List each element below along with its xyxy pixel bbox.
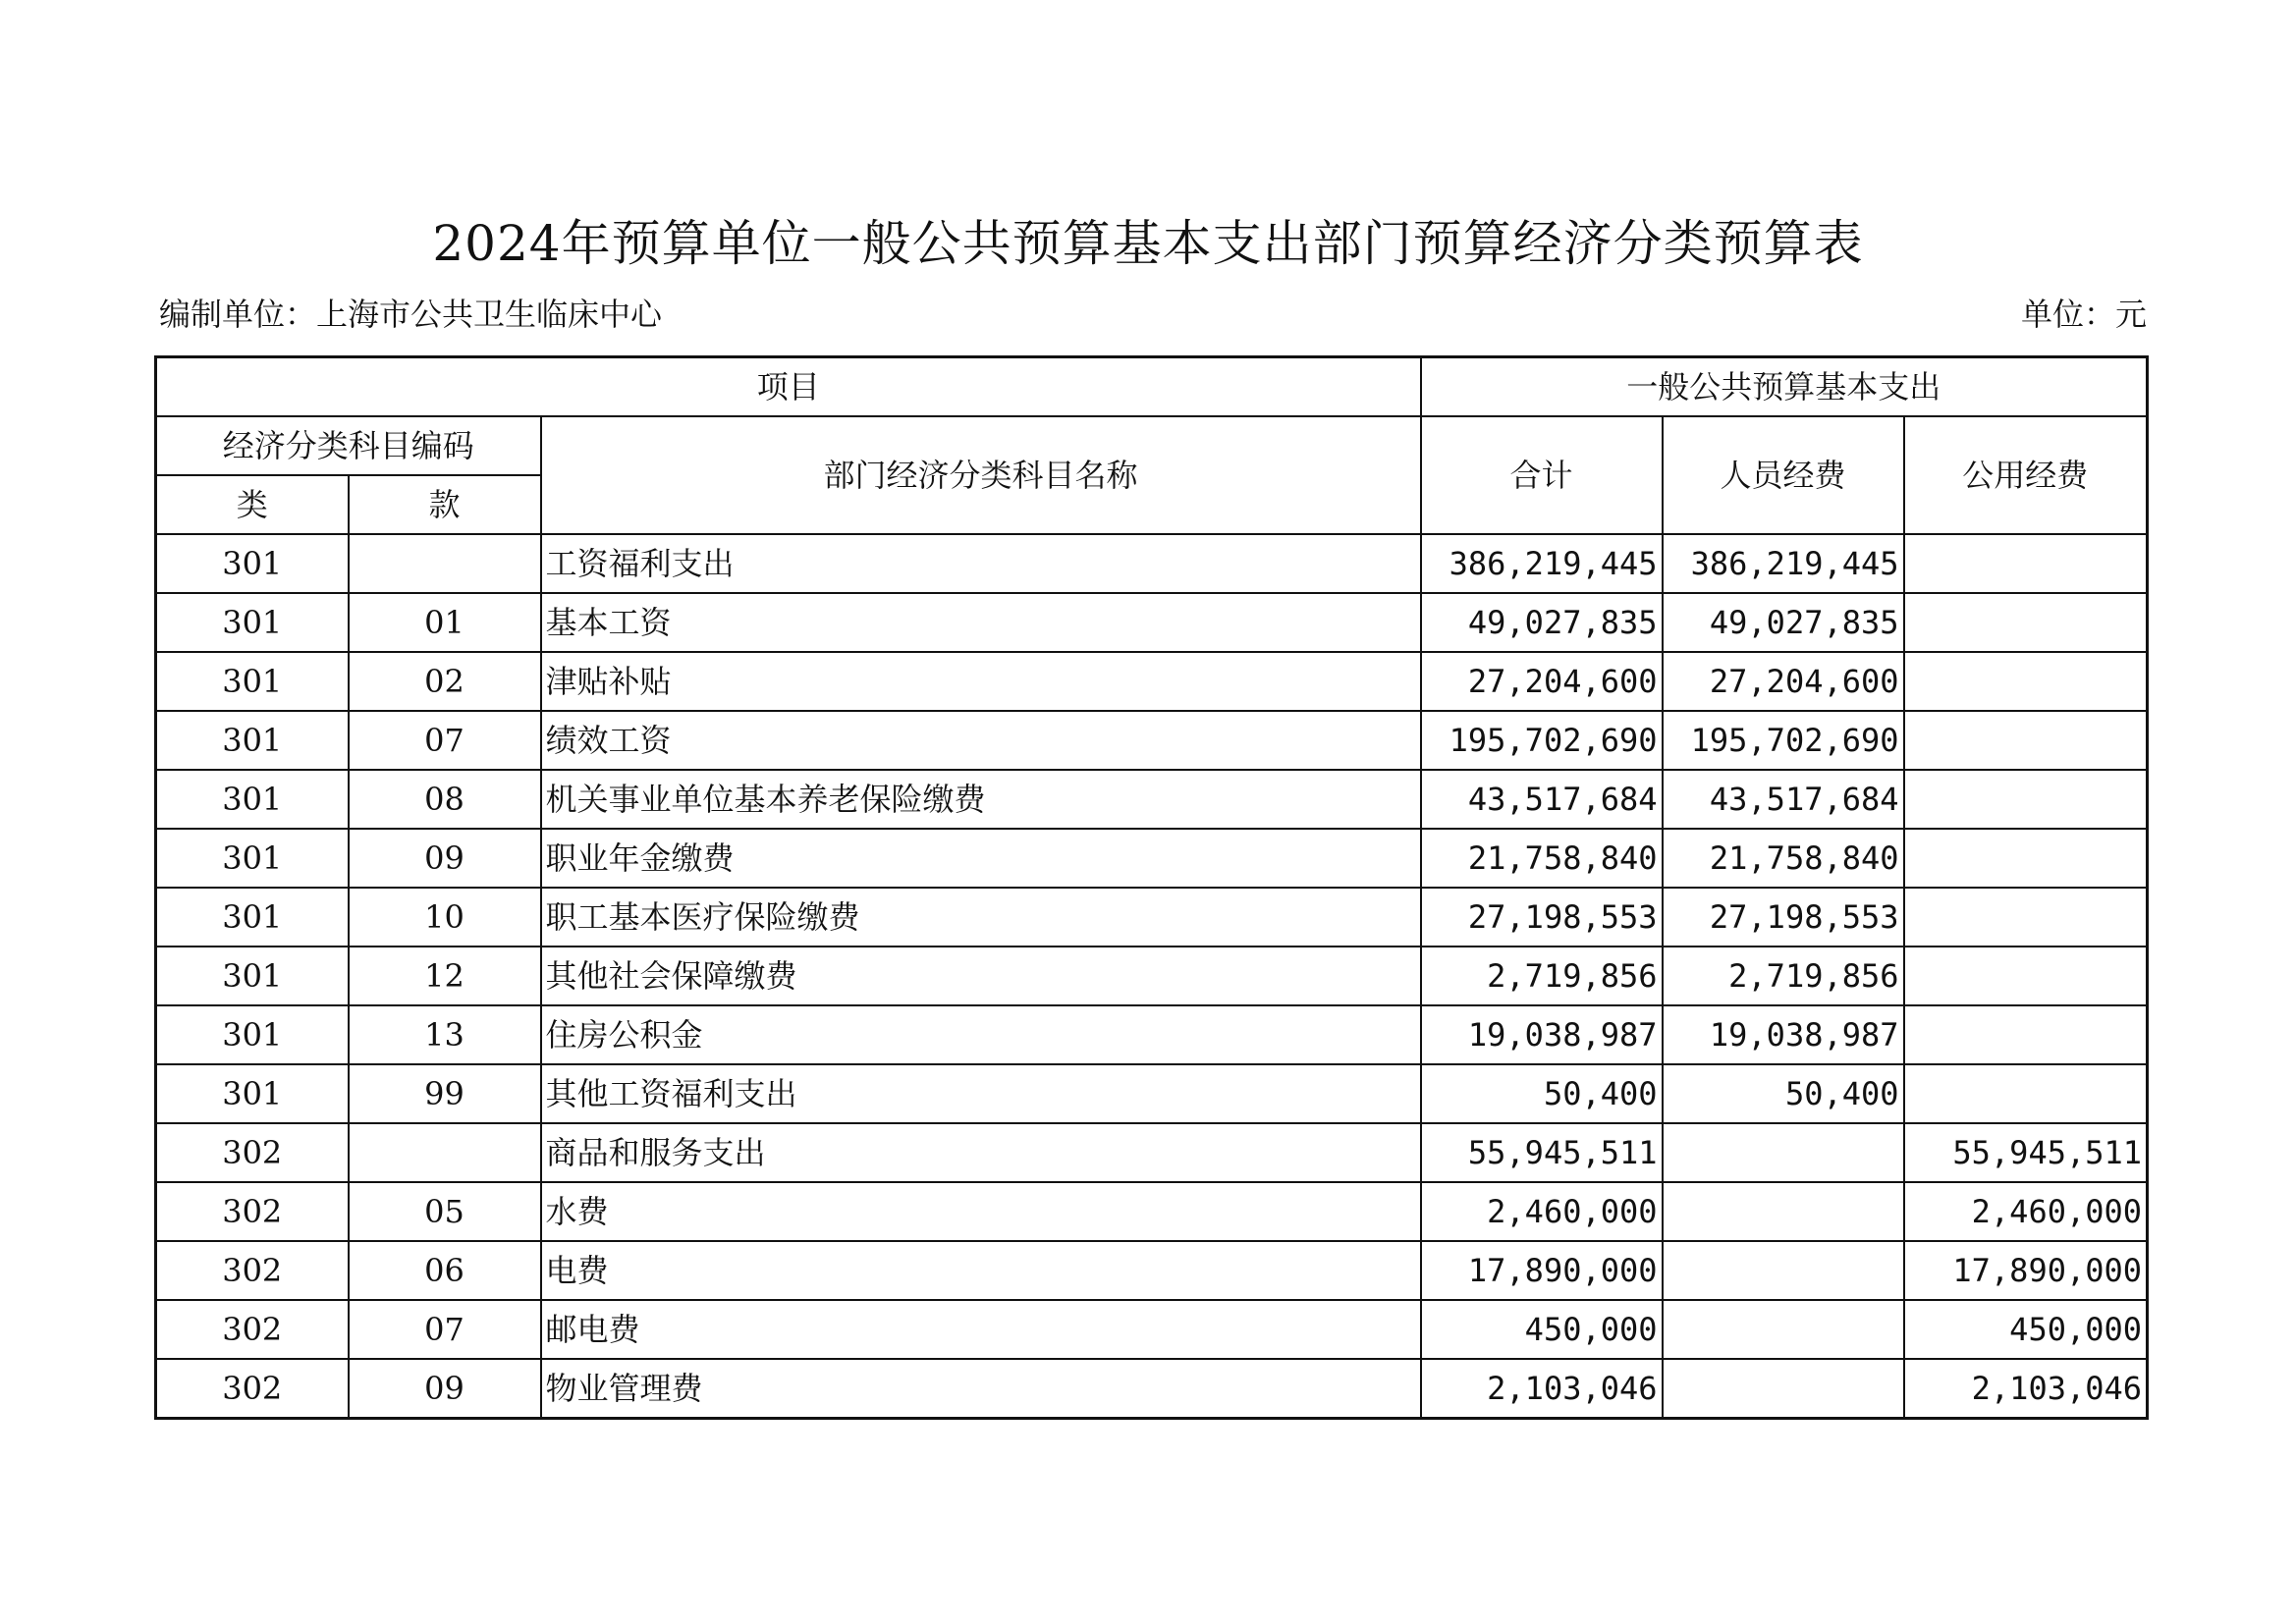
table-row <box>156 534 2148 593</box>
cell-personnel: 43,517,684 <box>1663 770 1904 829</box>
table-row <box>156 888 2148 947</box>
cell-name: 住房公积金 <box>541 1005 1421 1064</box>
header-total: 合计 <box>1421 416 1663 534</box>
cell-personnel <box>1663 1300 1904 1359</box>
table-row <box>156 1005 2148 1064</box>
cell-personnel: 2,719,856 <box>1663 947 1904 1005</box>
table-row <box>156 770 2148 829</box>
cell-total: 195,702,690 <box>1421 711 1663 770</box>
cell-personnel <box>1663 1359 1904 1419</box>
cell-item: 12 <box>349 947 541 1005</box>
cell-item: 01 <box>349 593 541 652</box>
cell-item: 08 <box>349 770 541 829</box>
cell-personnel: 195,702,690 <box>1663 711 1904 770</box>
cell-item: 09 <box>349 829 541 888</box>
cell-total: 2,103,046 <box>1421 1359 1663 1419</box>
table-row <box>156 1064 2148 1123</box>
cell-public <box>1904 770 2148 829</box>
cell-item: 07 <box>349 711 541 770</box>
cell-item: 07 <box>349 1300 541 1359</box>
table-body <box>156 534 2148 1419</box>
cell-personnel: 49,027,835 <box>1663 593 1904 652</box>
budget-table <box>154 355 2149 1420</box>
cell-personnel <box>1663 1241 1904 1300</box>
cell-personnel: 27,204,600 <box>1663 652 1904 711</box>
cell-total: 450,000 <box>1421 1300 1663 1359</box>
cell-personnel: 50,400 <box>1663 1064 1904 1123</box>
cell-total: 17,890,000 <box>1421 1241 1663 1300</box>
cell-item <box>349 534 541 593</box>
header-category: 类 <box>156 475 349 534</box>
cell-category: 301 <box>156 593 349 652</box>
table-header <box>156 357 2148 535</box>
cell-name: 其他工资福利支出 <box>541 1064 1421 1123</box>
cell-item: 10 <box>349 888 541 947</box>
table-row <box>156 593 2148 652</box>
header-project: 项目 <box>156 357 1421 417</box>
table-row <box>156 652 2148 711</box>
cell-category: 301 <box>156 947 349 1005</box>
cell-personnel: 386,219,445 <box>1663 534 1904 593</box>
cell-total: 2,460,000 <box>1421 1182 1663 1241</box>
cell-category: 301 <box>156 888 349 947</box>
cell-name: 基本工资 <box>541 593 1421 652</box>
cell-category: 301 <box>156 534 349 593</box>
currency-unit: 单位：元 <box>2020 296 2147 333</box>
cell-total: 21,758,840 <box>1421 829 1663 888</box>
cell-name: 其他社会保障缴费 <box>541 947 1421 1005</box>
cell-total: 27,198,553 <box>1421 888 1663 947</box>
cell-personnel <box>1663 1182 1904 1241</box>
cell-public <box>1904 711 2148 770</box>
cell-name: 绩效工资 <box>541 711 1421 770</box>
cell-public: 450,000 <box>1904 1300 2148 1359</box>
cell-personnel: 21,758,840 <box>1663 829 1904 888</box>
cell-item: 06 <box>349 1241 541 1300</box>
cell-public: 2,103,046 <box>1904 1359 2148 1419</box>
table-row <box>156 1182 2148 1241</box>
compiler-unit: 编制单位：上海市公共卫生临床中心 <box>159 296 663 333</box>
cell-category: 302 <box>156 1123 349 1182</box>
cell-name: 商品和服务支出 <box>541 1123 1421 1182</box>
cell-name: 津贴补贴 <box>541 652 1421 711</box>
header-item: 款 <box>349 475 541 534</box>
table-row <box>156 1241 2148 1300</box>
cell-category: 302 <box>156 1359 349 1419</box>
cell-public <box>1904 534 2148 593</box>
header-public: 公用经费 <box>1904 416 2148 534</box>
page-title: 2024年预算单位一般公共预算基本支出部门预算经济分类预算表 <box>432 215 1864 272</box>
cell-total: 19,038,987 <box>1421 1005 1663 1064</box>
table-row <box>156 1359 2148 1419</box>
cell-public: 17,890,000 <box>1904 1241 2148 1300</box>
cell-category: 301 <box>156 1064 349 1123</box>
cell-category: 301 <box>156 829 349 888</box>
header-econ-code: 经济分类科目编码 <box>156 416 541 475</box>
cell-category: 301 <box>156 711 349 770</box>
cell-public <box>1904 829 2148 888</box>
cell-name: 电费 <box>541 1241 1421 1300</box>
cell-public <box>1904 888 2148 947</box>
cell-public <box>1904 1005 2148 1064</box>
cell-total: 49,027,835 <box>1421 593 1663 652</box>
table-row <box>156 947 2148 1005</box>
cell-name: 物业管理费 <box>541 1359 1421 1419</box>
header-item-name: 部门经济分类科目名称 <box>541 416 1421 534</box>
cell-public <box>1904 593 2148 652</box>
cell-name: 职业年金缴费 <box>541 829 1421 888</box>
cell-item: 05 <box>349 1182 541 1241</box>
cell-name: 工资福利支出 <box>541 534 1421 593</box>
cell-category: 301 <box>156 1005 349 1064</box>
cell-item: 09 <box>349 1359 541 1419</box>
cell-category: 302 <box>156 1300 349 1359</box>
cell-personnel: 27,198,553 <box>1663 888 1904 947</box>
cell-total: 55,945,511 <box>1421 1123 1663 1182</box>
cell-name: 水费 <box>541 1182 1421 1241</box>
cell-total: 43,517,684 <box>1421 770 1663 829</box>
cell-public <box>1904 652 2148 711</box>
table-row <box>156 1300 2148 1359</box>
cell-category: 302 <box>156 1182 349 1241</box>
cell-total: 50,400 <box>1421 1064 1663 1123</box>
cell-total: 27,204,600 <box>1421 652 1663 711</box>
cell-item: 13 <box>349 1005 541 1064</box>
cell-name: 职工基本医疗保险缴费 <box>541 888 1421 947</box>
cell-public: 55,945,511 <box>1904 1123 2148 1182</box>
cell-total: 386,219,445 <box>1421 534 1663 593</box>
cell-personnel <box>1663 1123 1904 1182</box>
cell-item <box>349 1123 541 1182</box>
cell-total: 2,719,856 <box>1421 947 1663 1005</box>
cell-name: 邮电费 <box>541 1300 1421 1359</box>
table-row <box>156 711 2148 770</box>
table-row <box>156 829 2148 888</box>
cell-category: 301 <box>156 652 349 711</box>
cell-public: 2,460,000 <box>1904 1182 2148 1241</box>
cell-item: 99 <box>349 1064 541 1123</box>
cell-item: 02 <box>349 652 541 711</box>
cell-personnel: 19,038,987 <box>1663 1005 1904 1064</box>
cell-public <box>1904 1064 2148 1123</box>
cell-name: 机关事业单位基本养老保险缴费 <box>541 770 1421 829</box>
header-general-budget: 一般公共预算基本支出 <box>1421 357 2148 417</box>
header-personnel: 人员经费 <box>1663 416 1904 534</box>
cell-public <box>1904 947 2148 1005</box>
table-row <box>156 1123 2148 1182</box>
cell-category: 301 <box>156 770 349 829</box>
cell-category: 302 <box>156 1241 349 1300</box>
